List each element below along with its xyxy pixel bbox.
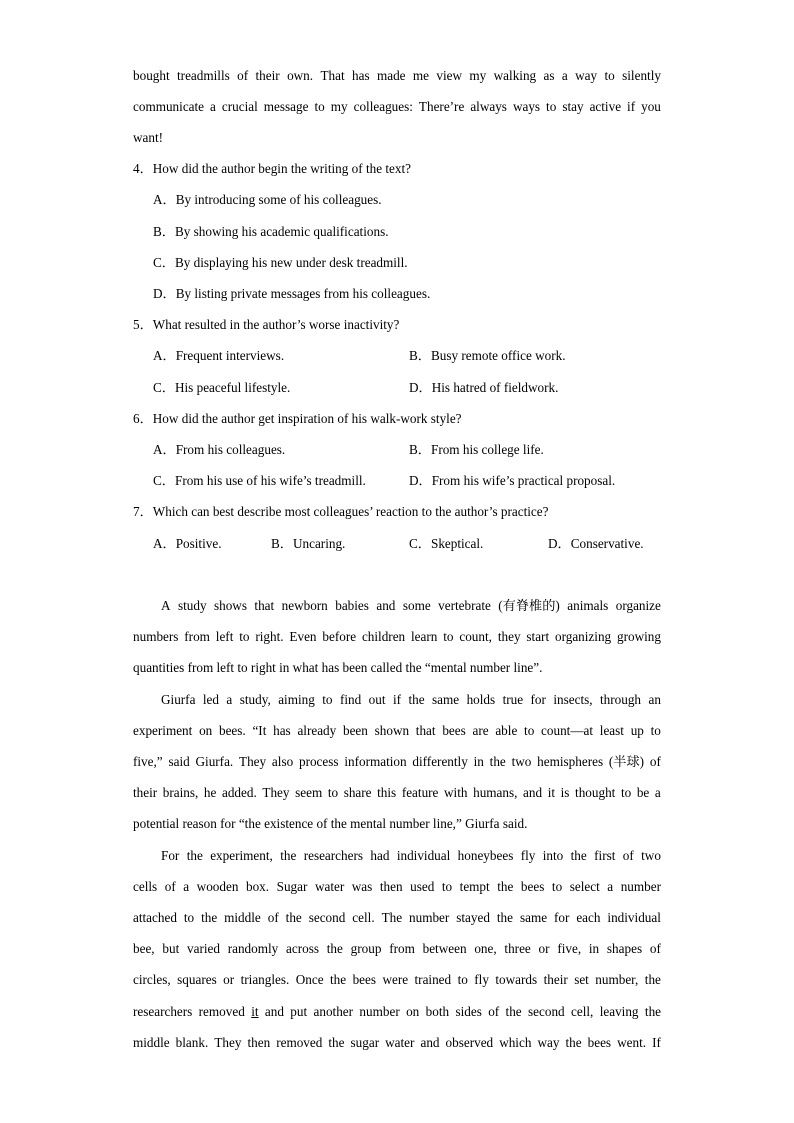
word: led [202, 692, 219, 707]
word: then [247, 1035, 271, 1050]
word: bees [587, 1035, 612, 1050]
word: The [381, 910, 403, 925]
word: experiment [133, 723, 193, 738]
word: box. [245, 879, 270, 894]
word: for [530, 692, 546, 707]
word: the [326, 941, 343, 956]
passage-p1-line-3: quantities from left to right in what has been called the “mental number line”. [133, 660, 543, 675]
word: that [415, 723, 436, 738]
word: to [327, 785, 339, 800]
word: of [267, 910, 279, 925]
word: select [569, 879, 600, 894]
passage-prev-line-2 [133, 99, 661, 115]
word: fly [520, 848, 536, 863]
word: and [523, 785, 543, 800]
word: organize [615, 598, 661, 613]
word: or [538, 941, 550, 956]
word: be [636, 785, 650, 800]
word: trained [414, 972, 452, 987]
word: water [385, 1035, 415, 1050]
word: the [285, 910, 302, 925]
word: They [214, 1035, 242, 1050]
word: you [641, 99, 661, 114]
word: study, [239, 692, 271, 707]
word: They [262, 785, 290, 800]
word: with [444, 785, 468, 800]
word: find [339, 692, 362, 707]
word: experiment, [210, 848, 273, 863]
word: same [519, 910, 548, 925]
word: able [495, 723, 518, 738]
word: are [472, 723, 489, 738]
word: into [542, 848, 564, 863]
word: (半球) [608, 754, 645, 769]
word: sugar [350, 1035, 380, 1050]
question-7-option-c: C．Skeptical. [409, 536, 484, 551]
word: active [589, 99, 622, 114]
word: before [322, 629, 357, 644]
word: shapes [606, 941, 643, 956]
word: towards [495, 972, 538, 987]
word: their [133, 785, 158, 800]
word: a [607, 879, 614, 894]
word: out [368, 692, 386, 707]
word: a [183, 879, 190, 894]
word: to [441, 879, 453, 894]
passage-p2-line-5: potential reason for “the existence of the mental number line,” Giurfa said. [133, 816, 528, 831]
word: in [588, 941, 600, 956]
word: true [502, 692, 524, 707]
word: individual [607, 910, 661, 925]
word: it [547, 785, 556, 800]
word: me [412, 68, 430, 83]
word: bees [442, 723, 466, 738]
word: already [297, 723, 337, 738]
word: same [432, 692, 460, 707]
word: they [497, 629, 521, 644]
word: vertebrate [438, 598, 491, 613]
question-6-option-b: B．From his college life. [409, 442, 544, 457]
word: was [351, 879, 373, 894]
word: (有脊椎的) [498, 598, 560, 613]
word: their [255, 68, 280, 83]
word: newborn [281, 598, 328, 613]
word: he [203, 785, 217, 800]
word: if [392, 692, 402, 707]
question-4-option-b: B．By showing his academic qualifications. [153, 224, 389, 239]
word: way [537, 1035, 560, 1050]
word: shows [213, 598, 247, 613]
word: walking [493, 68, 537, 83]
word: to [314, 99, 325, 114]
word: if [627, 99, 636, 114]
word: first [594, 848, 616, 863]
word: each [576, 910, 601, 925]
word: second [308, 910, 346, 925]
question-6-option-d: D．From his wife’s practical proposal. [409, 473, 616, 488]
word: Giurfa [161, 692, 196, 707]
word: For [161, 848, 180, 863]
word: used [410, 879, 435, 894]
word: shown [374, 723, 410, 738]
passage-p2-line-4 [133, 785, 661, 801]
question-7-stem: 7．Which can best describe most colleagues’ reaction to the author’s practice? [133, 504, 549, 519]
passage-p1-line-1 [161, 598, 661, 614]
word: a [210, 99, 216, 114]
word: this [377, 785, 397, 800]
word: triangles. [240, 972, 290, 987]
word: Once [295, 972, 324, 987]
word: from [184, 629, 210, 644]
word: treadmills [177, 68, 230, 83]
word: to [650, 723, 661, 738]
word: that [254, 598, 275, 613]
word: has [273, 723, 291, 738]
word: their [543, 972, 568, 987]
word: If [652, 1035, 661, 1050]
word: group [350, 941, 382, 956]
question-7-option-d: D．Conservative. [548, 536, 644, 551]
word: cells [133, 879, 158, 894]
word: hemispheres [537, 754, 604, 769]
word: two [511, 754, 532, 769]
word: is [560, 785, 570, 800]
question-4-option-a: A．By introducing some of his colleagues. [153, 192, 382, 207]
word: the [496, 910, 514, 925]
word: number [409, 910, 450, 925]
word: of [622, 848, 634, 863]
word: information [344, 754, 407, 769]
word: seem [295, 785, 323, 800]
question-7-option-b: B．Uncaring. [271, 536, 346, 551]
word: of [649, 754, 661, 769]
word: own. [287, 68, 314, 83]
word: but [162, 941, 180, 956]
word: colleagues: [353, 99, 413, 114]
word: a [226, 692, 233, 707]
word: message [263, 99, 309, 114]
word: five, [557, 941, 582, 956]
word: researchers [303, 848, 364, 863]
word: learn [411, 629, 438, 644]
word: to [524, 723, 535, 738]
word: across [286, 941, 319, 956]
word: the [408, 692, 425, 707]
word: to [546, 99, 557, 114]
word: some [402, 598, 431, 613]
word: process [298, 754, 339, 769]
question-6-stem: 6．How did the author get inspiration of his walk-work style? [133, 411, 462, 426]
word: observed [445, 1035, 494, 1050]
word: stay [562, 99, 584, 114]
word: of [649, 941, 661, 956]
word: view [436, 68, 463, 83]
word: number [620, 879, 661, 894]
word: Sugar [276, 879, 308, 894]
word: attached [133, 910, 177, 925]
word: humans, [473, 785, 518, 800]
word: the [280, 848, 297, 863]
question-4-stem: 4．How did the author begin the writing of the text? [133, 161, 411, 176]
passage-p3-line-1 [161, 848, 661, 864]
question-4-option-c: C．By displaying his new under desk treadmill. [153, 255, 408, 270]
word: has [352, 68, 370, 83]
word: start [526, 629, 550, 644]
word: to [604, 68, 615, 83]
word: circles, [133, 972, 171, 987]
word: a [561, 68, 568, 83]
question-5-option-a: A．Frequent interviews. [153, 348, 285, 363]
word: the [570, 848, 587, 863]
word: to [239, 629, 250, 644]
word: on [199, 723, 213, 738]
passage-p3-line-6-before: researchers removed [133, 1004, 252, 1019]
word: varied [187, 941, 220, 956]
word: to [551, 879, 563, 894]
word: count, [459, 629, 492, 644]
word: ways [512, 99, 541, 114]
word: bees [352, 972, 377, 987]
question-7-option-a: A．Positive. [153, 536, 222, 551]
word: always [470, 99, 507, 114]
word: thought [575, 785, 616, 800]
word: crucial [221, 99, 258, 114]
word: organizing [554, 629, 612, 644]
word: cell. [352, 910, 375, 925]
word: They [239, 754, 267, 769]
word: for [554, 910, 570, 925]
word: said [168, 754, 190, 769]
question-6-option-a: A．From his colleagues. [153, 442, 286, 457]
passage-p3-line-6-after: and put another number on both sides of the second cell, leaving the [258, 1004, 662, 1019]
word: insects, [553, 692, 593, 707]
word: tempt [459, 879, 490, 894]
word: and [376, 598, 396, 613]
passage-prev-line-3: want! [133, 130, 164, 145]
word: to [457, 972, 468, 987]
word: the [201, 910, 218, 925]
word: one, [474, 941, 497, 956]
word: holds [466, 692, 496, 707]
word: had [370, 848, 390, 863]
word: Even [289, 629, 317, 644]
word: of [164, 879, 176, 894]
word: also [271, 754, 294, 769]
word: then [379, 879, 403, 894]
question-5-option-c: C．His peaceful lifestyle. [153, 380, 291, 395]
word: added. [221, 785, 257, 800]
word: bees. [218, 723, 246, 738]
word: least [599, 723, 624, 738]
question-5-stem: 5．What resulted in the author’s worse inactivity? [133, 317, 400, 332]
underlined-pronoun-it: it [251, 1004, 259, 1019]
question-5-option-d: D．His hatred of fieldwork. [409, 380, 559, 395]
word: as [543, 68, 555, 83]
word: “It [252, 723, 267, 738]
word: bee, [133, 941, 155, 956]
word: right. [255, 629, 284, 644]
word: squares [177, 972, 217, 987]
word: Giurfa. [195, 754, 234, 769]
word: aiming [278, 692, 315, 707]
word: There’re [418, 99, 465, 114]
word: the [497, 879, 514, 894]
passage-p2-line-2 [133, 723, 661, 739]
word: stayed [456, 910, 490, 925]
word: water [314, 879, 345, 894]
word: individual [396, 848, 451, 863]
word: set [574, 972, 589, 987]
word: count—at [541, 723, 594, 738]
question-6-option-c: C．From his use of his wife’s treadmill. [153, 473, 366, 488]
word: went. [617, 1035, 647, 1050]
word: animals [567, 598, 609, 613]
word: wooden [196, 879, 239, 894]
question-4-option-d: D．By listing private messages from his colleagues. [153, 286, 431, 301]
word: from [389, 941, 415, 956]
word: study [177, 598, 207, 613]
word: the [489, 754, 506, 769]
passage-p3-line-6 [133, 1004, 661, 1020]
word: middle [224, 910, 261, 925]
word: were [382, 972, 409, 987]
word: honeybees [457, 848, 514, 863]
word: to [322, 692, 333, 707]
word: five,” [133, 754, 163, 769]
word: to [620, 785, 632, 800]
word: bought [133, 68, 170, 83]
word: That [320, 68, 345, 83]
word: my [330, 99, 348, 114]
word: share [343, 785, 372, 800]
word: the [330, 972, 347, 987]
word: bees [520, 879, 545, 894]
word: differently [412, 754, 468, 769]
word: blank. [175, 1035, 209, 1050]
word: and [420, 1035, 440, 1050]
word: A [161, 598, 171, 613]
word: a [654, 785, 661, 800]
passage-p3-line-3 [133, 910, 661, 926]
word: two [641, 848, 661, 863]
word: feature [401, 785, 439, 800]
word: up [630, 723, 644, 738]
word: my [469, 68, 487, 83]
word: made [376, 68, 406, 83]
word: between [422, 941, 467, 956]
word: communicate [133, 99, 205, 114]
passage-p3-line-5 [133, 972, 661, 988]
word: growing [617, 629, 661, 644]
word: three [504, 941, 531, 956]
word: of [237, 68, 249, 83]
word: been [342, 723, 368, 738]
word: left [215, 629, 234, 644]
word: to [183, 910, 195, 925]
word: the [328, 1035, 345, 1050]
word: randomly [227, 941, 279, 956]
word: which [499, 1035, 532, 1050]
word: way [575, 68, 598, 83]
word: the [186, 848, 203, 863]
passage-p2-line-3 [133, 754, 661, 770]
passage-prev-line-1 [133, 68, 661, 84]
word: babies [335, 598, 369, 613]
word: the [644, 972, 661, 987]
passage-p2-line-1 [161, 692, 661, 708]
word: in [473, 754, 484, 769]
word: numbers [133, 629, 179, 644]
word: middle [133, 1035, 170, 1050]
passage-p3-line-7 [133, 1035, 661, 1051]
word: brains, [162, 785, 199, 800]
word: or [223, 972, 235, 987]
word: children [361, 629, 406, 644]
word: the [565, 1035, 582, 1050]
question-5-option-b: B．Busy remote office work. [409, 348, 566, 363]
passage-p3-line-2 [133, 879, 661, 895]
word: through [600, 692, 642, 707]
word: fly [474, 972, 489, 987]
word: number, [595, 972, 639, 987]
word: removed [276, 1035, 323, 1050]
word: silently [622, 68, 661, 83]
word: to [443, 629, 454, 644]
word: an [648, 692, 661, 707]
passage-p1-line-2 [133, 629, 661, 645]
passage-p3-line-4 [133, 941, 661, 957]
